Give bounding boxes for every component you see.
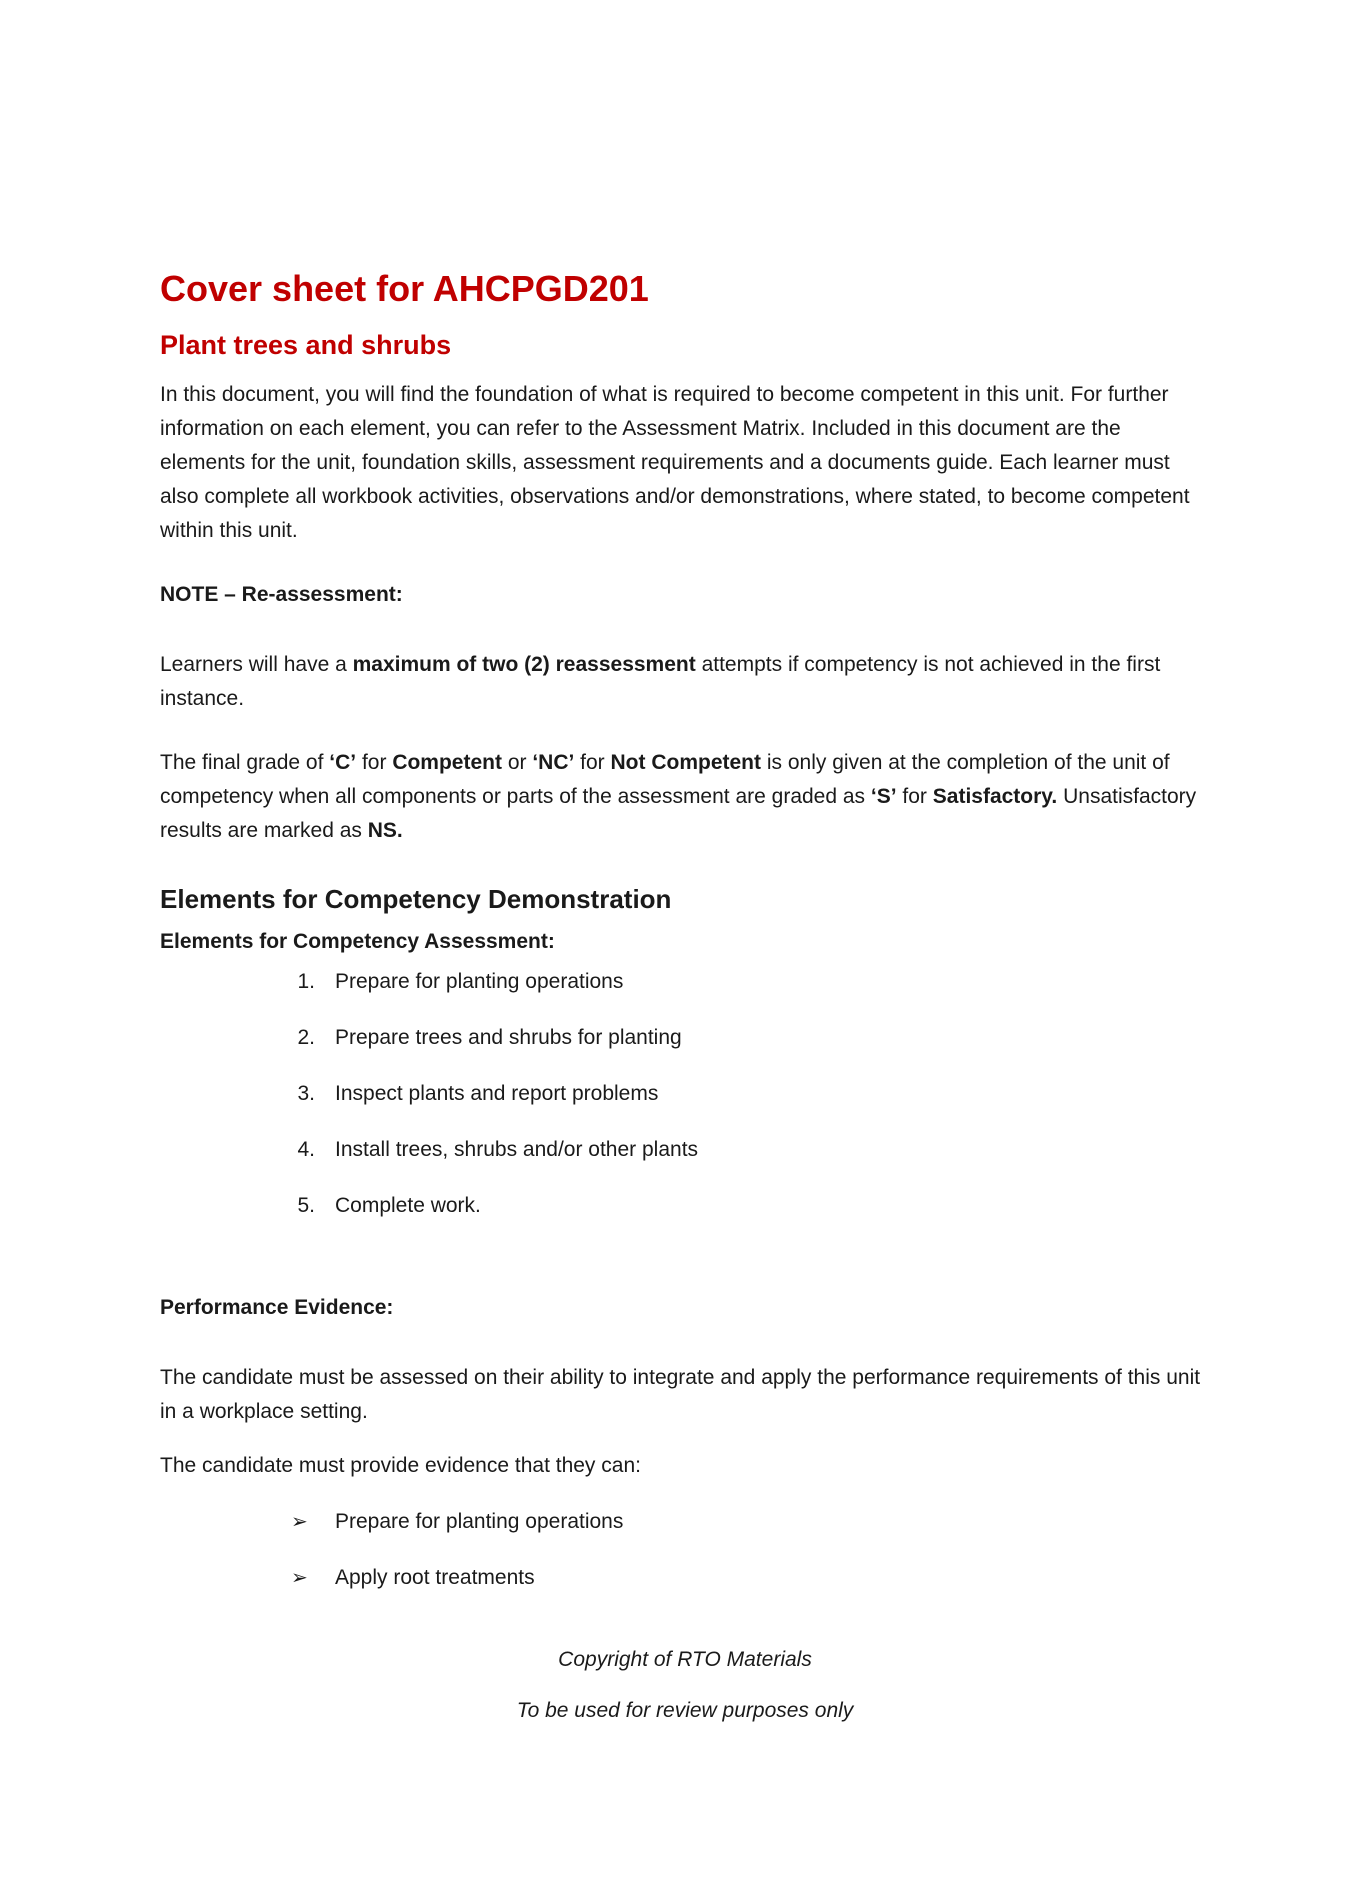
grade-text: for [356, 751, 393, 774]
list-text: Install trees, shrubs and/or other plants [335, 1138, 699, 1161]
list-text: Apply root treatments [335, 1566, 535, 1589]
performance-heading: Performance Evidence: [160, 1296, 394, 1319]
reassessment-paragraph [160, 648, 1210, 716]
evidence-lead: The candidate must provide evidence that they can: [160, 1454, 641, 1477]
grade-text: for [574, 751, 611, 774]
elements-subheading: Elements for Competency Assessment: [160, 930, 555, 953]
intro-paragraph: In this document, you will find the foundation of what is required to become competent in this unit. For further information on each element, you can refer to the Assessment Matrix. Included in this document are the elements for the unit, foundation skills, assessment requirements and a documents guide. Each learner must also complete all workbook activities, observations and/or demonstrations, where stated, to become competent within this unit. [160, 383, 1190, 542]
footer-copyright: Copyright of RTO Materials [558, 1648, 812, 1671]
list-number: 4. [297, 1138, 315, 1161]
grade-bold: Competent [392, 751, 502, 774]
note-heading: NOTE – Re-assessment: [160, 583, 403, 606]
grade-bold: Not Competent [610, 751, 762, 774]
grade-text: is only given at the completion of the unit of competency when all components or parts of the assessment are graded as [160, 751, 1170, 808]
footer-usage: To be used for review purposes only [516, 1699, 854, 1722]
arrow-bullet-icon: ➢ [291, 1511, 308, 1533]
grade-text: Unsatisfactory results are marked as [160, 785, 1197, 842]
list-number: 1. [297, 970, 315, 993]
list-number: 3. [297, 1082, 315, 1105]
grade-bold: Satisfactory. [932, 785, 1058, 808]
reassess-text-2: attempts if competency is not achieved in the first instance. [160, 653, 1161, 710]
reassess-text-1: Learners will have a [160, 653, 353, 676]
list-number: 2. [297, 1026, 315, 1049]
grade-text: The final grade of [160, 751, 330, 774]
list-text: Complete work. [335, 1194, 481, 1217]
grade-paragraph [160, 746, 1210, 848]
document-subtitle: Plant trees and shrubs [160, 330, 452, 360]
grade-bold: NS. [367, 819, 403, 842]
list-text: Prepare for planting operations [335, 970, 624, 993]
list-text: Prepare for planting operations [335, 1510, 624, 1533]
reassess-bold: maximum of two (2) reassessment [352, 653, 696, 676]
grade-bold: ‘S’ [870, 785, 897, 808]
list-number: 5. [297, 1194, 315, 1217]
grade-bold: ‘C’ [329, 751, 357, 774]
grade-text: for [896, 785, 933, 808]
performance-intro: The candidate must be assessed on their ability to integrate and apply the performance requirements of this unit in a workplace setting. [160, 1366, 1201, 1423]
arrow-bullet-icon: ➢ [291, 1567, 308, 1589]
grade-bold: ‘NC’ [532, 751, 575, 774]
grade-text: or [501, 751, 533, 774]
elements-heading: Elements for Competency Demonstration [160, 884, 672, 914]
document-title: Cover sheet for AHCPGD201 [160, 268, 649, 309]
list-text: Inspect plants and report problems [335, 1082, 659, 1105]
list-text: Prepare trees and shrubs for planting [335, 1026, 682, 1049]
